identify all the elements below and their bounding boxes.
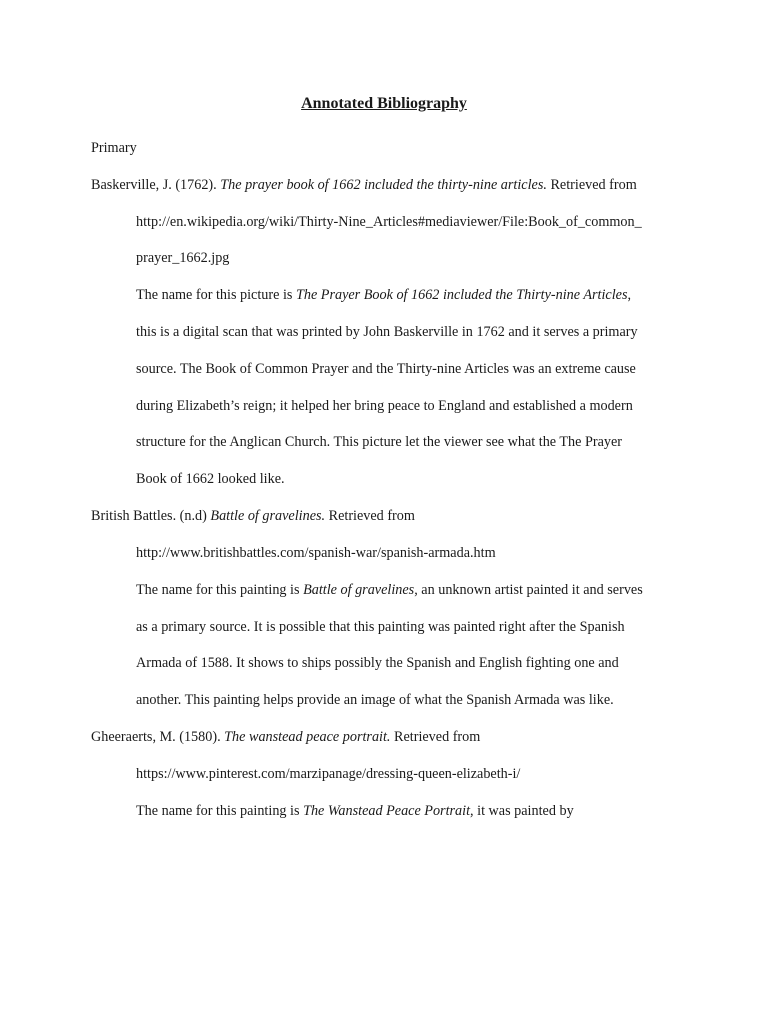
citation-gheeraerts <box>91 727 480 747</box>
document-title: Annotated Bibliography <box>301 95 467 112</box>
annotation-line: source. The Book of Common Prayer and the Thirty-nine Articles was an extreme cause <box>136 361 636 377</box>
citation-url-line: prayer_1662.jpg <box>136 250 230 266</box>
citation-url-line: http://en.wikipedia.org/wiki/Thirty-Nine_Articles#mediaviewer/File:Book_of_common_ <box>136 214 642 230</box>
citation-author-date: Baskerville, J. (1762). <box>91 177 221 193</box>
citation-baskerville <box>91 175 637 195</box>
citation-url-line: http://www.britishbattles.com/spanish-war/spanish-armada.htm <box>136 545 496 561</box>
annotation-work-title: The Prayer Book of 1662 included the Thirty-nine Articles <box>295 287 628 303</box>
annotation-line: Armada of 1588. It shows to ships possibly the Spanish and English fighting one and <box>136 655 619 671</box>
annotation-prefix: The name for this painting is <box>136 582 304 598</box>
citation-british-battles <box>91 506 415 526</box>
citation-work-title: The wanstead peace portrait. <box>224 729 391 745</box>
section-heading: Primary <box>91 140 137 156</box>
annotation-first-line <box>136 801 574 821</box>
annotation-suffix: , it was painted by <box>470 803 574 819</box>
citation-author-date: Gheeraerts, M. (1580). <box>91 729 225 745</box>
annotation-line: as a primary source. It is possible that this painting was painted right after the Spanish <box>136 619 625 635</box>
citation-work-title: Battle of gravelines. <box>210 508 326 524</box>
annotation-prefix: The name for this painting is <box>136 803 304 819</box>
annotation-line: Book of 1662 looked like. <box>136 471 285 487</box>
annotation-line: another. This painting helps provide an image of what the Spanish Armada was like. <box>136 692 614 708</box>
citation-url-line: https://www.pinterest.com/marzipanage/dressing-queen-elizabeth-i/ <box>136 766 521 782</box>
annotation-work-title: Battle of gravelines <box>303 582 415 598</box>
annotation-suffix: , an unknown artist painted it and serves <box>414 582 643 598</box>
citation-author-date: British Battles. (n.d) <box>91 508 211 524</box>
annotation-suffix: , <box>627 287 632 303</box>
annotation-line: this is a digital scan that was printed by John Baskerville in 1762 and it serves a primary <box>136 324 638 340</box>
annotation-line: structure for the Anglican Church. This picture let the viewer see what the The Prayer <box>136 434 623 450</box>
annotation-prefix: The name for this picture is <box>136 287 296 303</box>
citation-retrieved: Retrieved from <box>390 729 481 745</box>
annotation-first-line <box>136 285 631 305</box>
annotation-first-line <box>136 580 643 600</box>
citation-work-title: The prayer book of 1662 included the thirty-nine articles. <box>220 177 547 193</box>
annotation-work-title: The Wanstead Peace Portrait <box>303 803 471 819</box>
citation-retrieved: Retrieved from <box>325 508 415 524</box>
annotation-line: during Elizabeth’s reign; it helped her bring peace to England and established a modern <box>136 398 633 414</box>
citation-retrieved: Retrieved from <box>546 177 637 193</box>
